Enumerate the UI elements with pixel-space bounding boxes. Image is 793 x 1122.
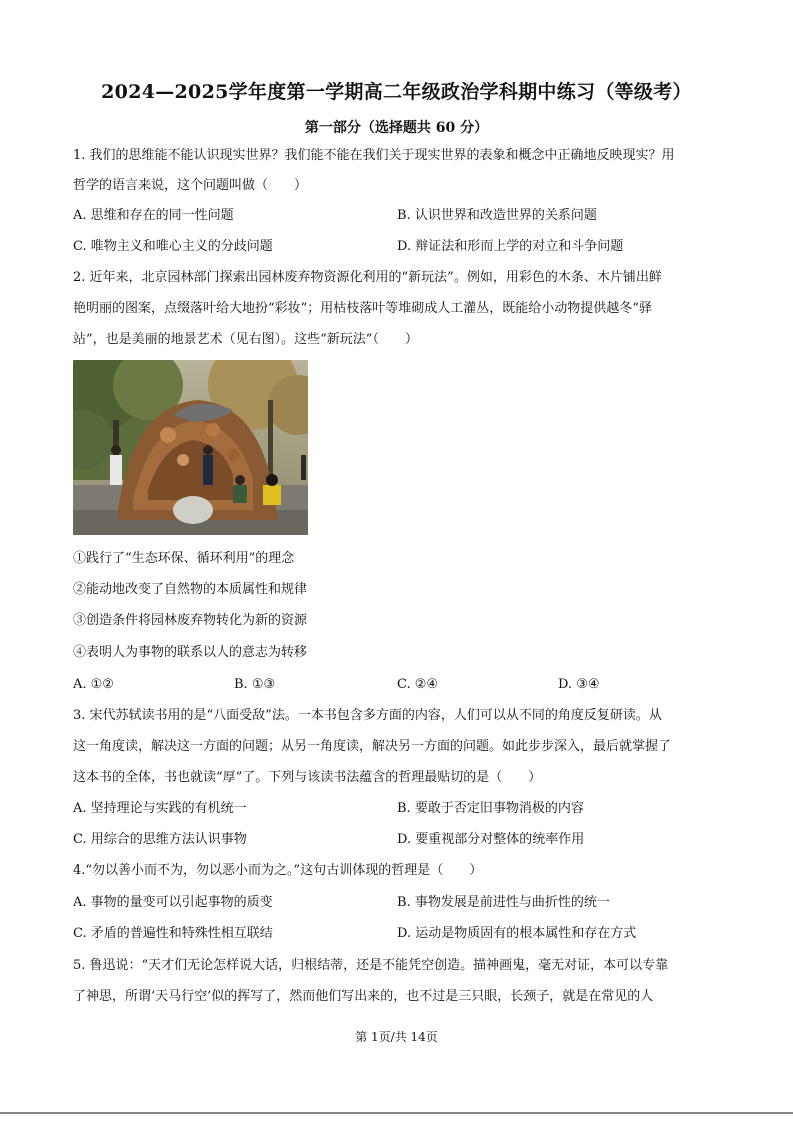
q1-option-b: B. 认识世界和改造世界的关系问题 bbox=[397, 208, 597, 223]
q2-option-a: A. ①② bbox=[73, 677, 114, 692]
q1-stem-line2: 哲学的语言来说，这个问题叫做（ ） bbox=[73, 178, 308, 193]
q4-option-d: D. 运动是物质固有的根本属性和存在方式 bbox=[397, 926, 637, 941]
q2-option-b: B. ①③ bbox=[234, 677, 276, 692]
q4-stem-line1: 4.“勿以善小而不为，勿以恶小而为之。”这句古训体现的哲理是（ ） bbox=[73, 863, 483, 878]
q3-stem-line2: 这一角度读，解决这一方面的问题；从另一角度读，解决另一方面的问题。如此步步深入，最后就掌握了 bbox=[73, 739, 672, 754]
page-number: 第 1页/共 14页 bbox=[355, 1030, 438, 1044]
q2-stem-line3: 站”，也是美丽的地景艺术（见右图）。这些“新玩法”（ ） bbox=[73, 332, 418, 347]
section-title: 第一部分（选择题共 60 分） bbox=[304, 120, 489, 136]
q1-option-d: D. 辩证法和形而上学的对立和斗争问题 bbox=[397, 239, 624, 254]
q2-statement-3: ③创造条件将园林废弃物转化为新的资源 bbox=[73, 613, 308, 628]
q3-option-b: B. 要敢于否定旧事物消极的内容 bbox=[397, 801, 584, 816]
q1-option-c: C. 唯物主义和唯心主义的分歧问题 bbox=[73, 239, 273, 254]
q4-option-c: C. 矛盾的普遍性和特殊性相互联结 bbox=[73, 926, 273, 941]
q3-stem-line1: 3. 宋代苏轼读书用的是“八面受敌”法。一本书包含多方面的内容，人们可以从不同的角度反复研读。从 bbox=[73, 708, 662, 723]
q3-option-a: A. 坚持理论与实践的有机统一 bbox=[73, 801, 247, 816]
q3-option-d: D. 要重视部分对整体的统率作用 bbox=[397, 832, 585, 847]
q2-option-d: D. ③④ bbox=[558, 677, 600, 692]
page-title: 2024—2025学年度第一学期高二年级政治学科期中练习（等级考） bbox=[101, 81, 692, 103]
q2-statement-2: ②能动地改变了自然物的本质属性和规律 bbox=[73, 582, 308, 597]
q4-option-b: B. 事物发展是前进性与曲折性的统一 bbox=[397, 895, 610, 910]
q5-stem-line2: 了神思，所谓‘天马行空’似的挥写了，然而他们写出来的，也不过是三只眼，长颈子，就是在常见的人 bbox=[73, 989, 654, 1004]
q2-stem-line2: 艳明丽的图案，点缀落叶给大地扮“彩妆”；用枯枝落叶等堆砌成人工灌丛，既能给小动物提供越冬“驿 bbox=[73, 301, 652, 316]
q2-option-c: C. ②④ bbox=[397, 677, 439, 692]
q3-option-c: C. 用综合的思维方法认识事物 bbox=[73, 832, 247, 847]
leaf-shelter-photo bbox=[73, 360, 308, 535]
q2-statement-4: ④表明人为事物的联系以人的意志为转移 bbox=[73, 645, 308, 660]
q3-stem-line3: 这本书的全体，书也就读“厚”了。下列与该读书法蕴含的哲理最贴切的是（ ） bbox=[73, 770, 542, 785]
bottom-rule bbox=[0, 1112, 793, 1114]
q4-option-a: A. 事物的量变可以引起事物的质变 bbox=[73, 895, 273, 910]
q5-stem-line1: 5. 鲁迅说：“天才们无论怎样说大话，归根结蒂，还是不能凭空创造。描神画鬼，毫无对证，本可以专靠 bbox=[73, 958, 669, 973]
q2-stem-line1: 2. 近年来，北京园林部门探索出园林废弃物资源化利用的“新玩法”。例如，用彩色的木条、木片铺出鲜 bbox=[73, 270, 662, 285]
q1-stem-line1: 1. 我们的思维能不能认识现实世界？我们能不能在我们关于现实世界的表象和概念中正确地反映现实？用 bbox=[73, 148, 675, 163]
q2-statement-1: ①践行了“生态环保、循环利用”的理念 bbox=[73, 551, 295, 566]
q1-option-a: A. 思维和存在的同一性问题 bbox=[73, 208, 234, 223]
